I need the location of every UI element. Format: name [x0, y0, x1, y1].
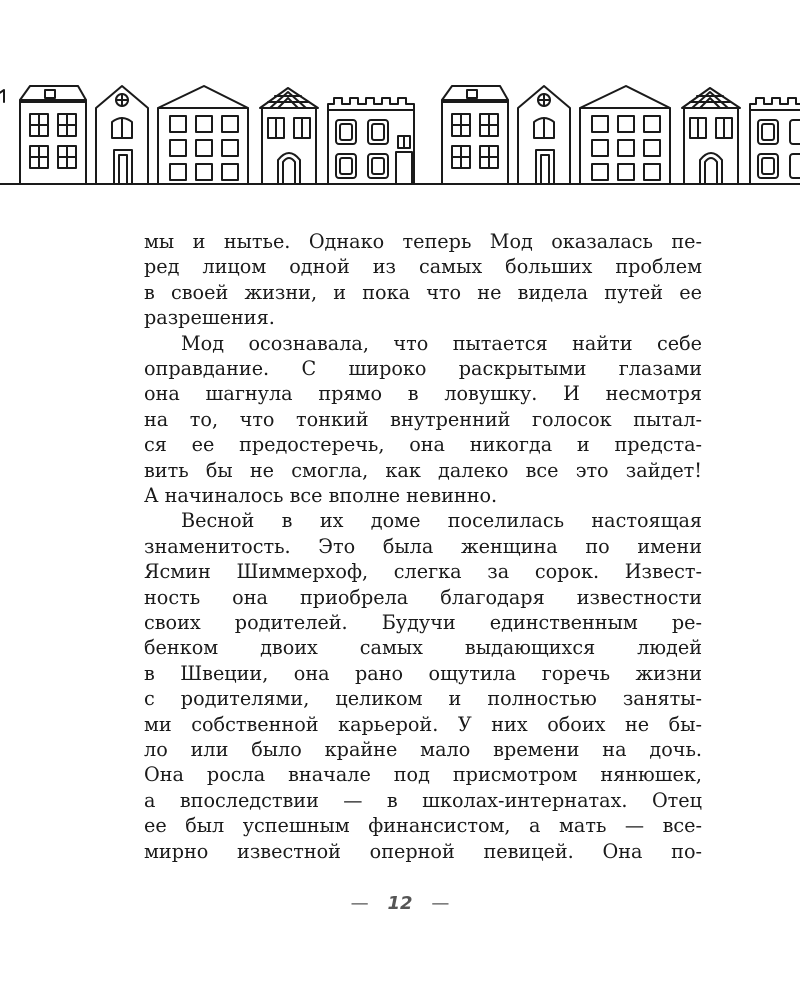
- text-line: мы и нытье. Однако теперь Мод оказалась пе-: [144, 230, 702, 253]
- page-number: 12: [387, 893, 413, 914]
- house-icon: [328, 98, 414, 184]
- house-icon: [96, 86, 148, 184]
- text-line: Весной в их доме поселилась настоящая: [181, 509, 702, 533]
- text-line: Мод осознавала, что пытается найти себе: [181, 331, 702, 355]
- house-icon: [518, 86, 570, 184]
- text-line: ред лицом одной из самых больших проблем: [144, 255, 702, 279]
- houses-border-illustration: [0, 78, 800, 188]
- text-line: ее был успешным финансистом, а мать — все-: [144, 814, 702, 838]
- house-icon: [580, 86, 670, 184]
- text-line: разрешения.: [144, 306, 275, 330]
- text-line: а впоследствии — в школах-интернатах. Отец: [144, 788, 702, 812]
- house-icon: [20, 86, 86, 184]
- text-line: ся ее предостеречь, она никогда и предста-: [144, 433, 702, 457]
- page-number-footer: [0, 893, 800, 914]
- text-line: А начиналось все вполне невинно.: [144, 484, 498, 507]
- text-line: ми собственной карьерой. У них обоих не бы-: [144, 712, 702, 736]
- page-number-dash-right: —: [431, 893, 450, 914]
- text-line: с родителями, целиком и полностью заняты-: [144, 687, 702, 711]
- text-line: в своей жизни, и пока что не видела путей ее: [144, 280, 702, 304]
- text-line: ло или было крайне мало времени на дочь.: [144, 738, 702, 761]
- house-icon: [442, 86, 508, 184]
- text-line: оправдание. С широко раскрытыми глазами: [144, 357, 702, 380]
- text-line: Ясмин Шиммерхоф, слегка за сорок. Извест-: [144, 560, 702, 584]
- text-line: знаменитость. Это была женщина по имени: [144, 534, 702, 558]
- text-line: она шагнула прямо в ловушку. И несмотря: [144, 382, 702, 406]
- house-icon: [682, 88, 740, 184]
- text-line: на то, что тонкий внутренний голосок пытал-: [144, 407, 702, 431]
- text-line: своих родителей. Будучи единственным ре-: [144, 611, 702, 634]
- text-line: Она росла вначале под присмотром нянюшек,: [144, 763, 702, 787]
- text-line: бенком двоих самых выдающихся людей: [144, 636, 702, 660]
- text-line: ность она приобрела благодаря известности: [144, 585, 702, 609]
- house-icon: [158, 86, 248, 184]
- house-icon: [750, 98, 800, 184]
- house-icon: [0, 90, 4, 102]
- text-line: мирно известной оперной певицей. Она по-: [144, 839, 702, 863]
- text-line: в Швеции, она рано ощутила горечь жизни: [144, 661, 702, 685]
- text-line: вить бы не смогла, как далеко все это зайдет!: [144, 458, 702, 482]
- house-icon: [260, 88, 318, 184]
- page-number-dash-left: —: [350, 893, 369, 914]
